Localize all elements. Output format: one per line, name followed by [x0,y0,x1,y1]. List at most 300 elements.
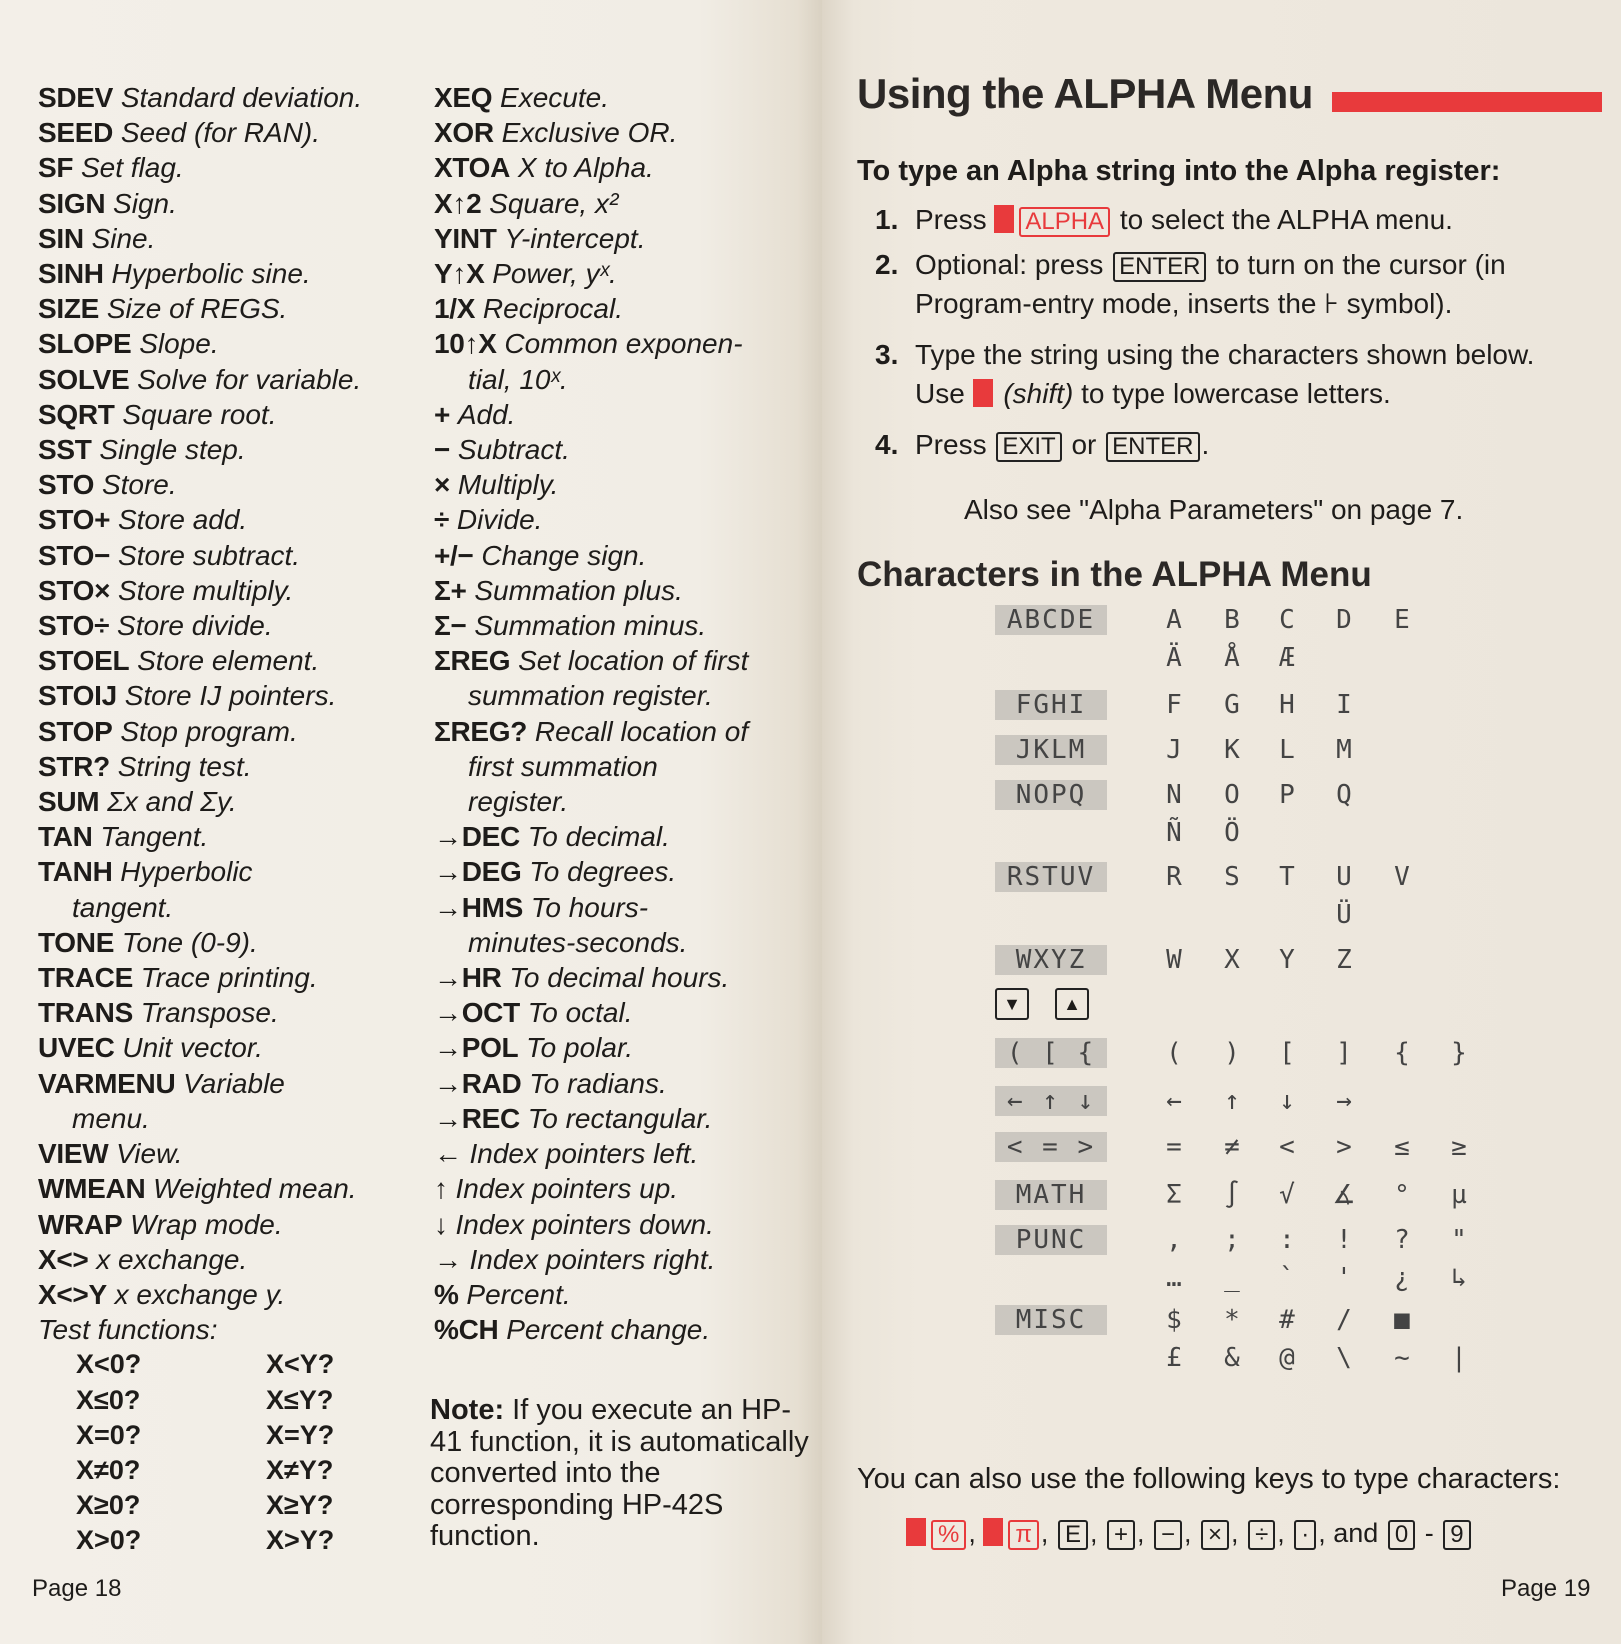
function-keyword: X<>Y [38,1278,107,1310]
function-description: Store IJ pointers. [124,680,337,712]
function-entry [434,291,814,326]
menu-character: @ [1279,1343,1295,1373]
function-entry [434,714,814,820]
function-keyword: ↓ [434,1208,448,1240]
function-description: Slope. [139,328,219,360]
function-keyword: ↑ [434,1173,448,1205]
function-keyword: →OCT [434,997,520,1029]
step-text: Type the string using the characters shown below. [915,339,1535,370]
menu-character: > [1336,1132,1352,1162]
function-entry [38,1030,408,1065]
menu-character: K [1224,735,1240,765]
enter-key: ENTER [1106,432,1199,462]
step-2 [875,245,1506,323]
test-function: X≠0? [76,1454,141,1485]
menu-character: ` [1279,1263,1295,1293]
menu-character: Ñ [1166,818,1182,848]
function-entry [434,115,814,150]
shift-key-icon [973,379,993,407]
function-description: Hyperbolic sine. [111,258,311,290]
function-entry [434,890,814,960]
function-entry [38,326,408,361]
menu-character: [ [1279,1038,1295,1068]
function-keyword: VARMENU [38,1067,176,1099]
menu-character: \ [1336,1343,1352,1373]
function-description: Tone (0-9). [121,926,258,958]
menu-key-label: FGHI [995,690,1107,720]
menu-key-label: ABCDE [995,605,1107,635]
function-keyword: YINT [434,222,497,254]
function-keyword: × [434,469,451,501]
page-title: Using the ALPHA Menu [857,70,1313,117]
exit-key: EXIT [996,432,1061,462]
function-keyword: STO− [38,539,111,571]
note-label: Note: [430,1394,505,1426]
function-description: Sine. [91,222,156,254]
menu-character: U [1336,862,1352,892]
function-description: To decimal. [527,821,670,853]
menu-character: Ä [1166,643,1182,673]
menu-character: $ [1166,1305,1182,1335]
function-description: To rectangular. [527,1102,713,1134]
function-keyword: →REC [434,1102,520,1134]
menu-key-label: ← ↑ ↓ [995,1086,1107,1116]
menu-key-label: < = > [995,1132,1107,1162]
function-keyword: TANH [38,856,113,888]
step-text: Press [915,204,987,235]
function-entry [38,362,408,397]
menu-character: T [1279,862,1295,892]
function-entry [38,1171,408,1206]
function-keyword: STO× [38,574,111,606]
function-description: Summation minus. [474,610,707,642]
function-keyword: SUM [38,786,100,818]
function-entry [38,608,408,643]
menu-character: ~ [1394,1343,1410,1373]
menu-character: L [1279,735,1295,765]
step-number: 2. [875,249,899,280]
function-description: Common exponen- [504,328,743,360]
key-glyph: π [1008,1520,1039,1550]
function-entry [38,854,408,924]
menu-character: = [1166,1132,1182,1162]
function-keyword: TONE [38,926,115,958]
step-text: Press [915,429,987,460]
menu-character: Ü [1336,900,1352,930]
function-entry [434,960,814,995]
function-keyword: SLOPE [38,328,132,360]
function-keyword: →HMS [434,891,524,923]
menu-character: ■ [1394,1305,1410,1335]
test-function: X=0? [76,1419,142,1450]
function-description: Variable [183,1067,285,1099]
function-description: Index pointers up. [455,1173,679,1205]
function-keyword: STR? [38,750,110,782]
step-3 [875,335,1534,413]
function-entry [38,1277,408,1312]
function-description: Add. [457,398,516,430]
menu-character: E [1394,605,1410,635]
keys-range-dash: - [1417,1518,1442,1548]
function-keyword: SQRT [38,398,115,430]
function-description: Wrap mode. [130,1208,283,1240]
menu-character: ≠ [1224,1132,1240,1162]
function-entry [434,432,814,467]
function-entry [434,80,814,115]
function-entry [434,573,814,608]
function-list-column-b [434,80,814,1347]
key-glyph: + [1107,1520,1135,1550]
step-text: Optional: press [915,249,1104,280]
menu-character: J [1166,735,1182,765]
function-description-cont: tial, 10ˣ. [468,363,568,395]
step-text: or [1071,429,1097,460]
menu-character: # [1279,1305,1295,1335]
step-text: to turn on the cursor (in [1216,249,1506,280]
function-entry [38,467,408,502]
function-description: Subtract. [457,434,570,466]
key-glyph: E [1058,1520,1088,1550]
function-keyword: SIGN [38,187,106,219]
menu-character: Σ [1166,1180,1182,1210]
menu-character: ) [1224,1038,1240,1068]
menu-character: , [1166,1225,1182,1255]
menu-character: √ [1279,1180,1295,1210]
function-description: Store add. [118,504,248,536]
function-keyword: 1/X [434,293,476,325]
menu-character: ? [1394,1225,1410,1255]
function-entry [38,573,408,608]
function-entry [434,1030,814,1065]
function-entry [434,502,814,537]
function-description-cont: first summation [468,750,658,782]
function-description: x exchange y. [114,1278,286,1310]
function-keyword: SEED [38,117,114,149]
function-description: x exchange. [96,1243,248,1275]
menu-character: < [1279,1132,1295,1162]
menu-character: R [1166,862,1182,892]
step-1 [875,200,1453,239]
function-list-column-a [38,80,408,1559]
function-entry [434,186,814,221]
function-description: Index pointers down. [455,1208,714,1240]
function-description: Weighted mean. [153,1173,357,1205]
function-description: X to Alpha. [517,152,654,184]
menu-character: & [1224,1343,1240,1373]
function-description-cont: menu. [72,1102,150,1134]
function-entry [38,960,408,995]
function-entry [434,1101,814,1136]
key-0: 0 [1388,1520,1415,1550]
function-entry [434,819,814,854]
function-entry [38,115,408,150]
menu-key-label: NOPQ [995,780,1107,810]
test-function: X≥0? [76,1490,141,1521]
function-description: Standard deviation. [120,82,363,113]
menu-character: O [1224,780,1240,810]
function-description: Store element. [137,645,320,677]
menu-character: Ö [1224,818,1240,848]
function-description: Square, x² [489,187,619,219]
function-entry [434,643,814,713]
function-description: Transpose. [140,997,279,1029]
function-keyword: SIN [38,222,84,254]
function-entry [38,538,408,573]
function-keyword: + [434,398,451,430]
menu-character: ↑ [1224,1086,1240,1116]
function-entry [434,1066,814,1101]
function-description: Summation plus. [474,574,683,606]
shift-key-icon [906,1518,926,1546]
function-description: To degrees. [529,856,677,888]
function-entry [434,1207,814,1242]
function-description: Sign. [113,187,177,219]
function-keyword: →DEC [434,821,520,853]
key-glyph: × [1201,1520,1229,1550]
menu-character: ] [1336,1038,1352,1068]
menu-character: N [1166,780,1182,810]
function-description: To radians. [529,1067,667,1099]
function-keyword: +/− [434,539,474,571]
function-keyword: →DEG [434,856,522,888]
function-description: Reciprocal. [482,293,623,325]
function-keyword: STO+ [38,504,111,536]
function-keyword: XOR [434,117,494,149]
test-function: X≤Y? [266,1384,334,1415]
function-entry [38,186,408,221]
step-text: Use [915,378,965,409]
function-entry [38,256,408,291]
function-entry [434,467,814,502]
menu-character: ≤ [1394,1132,1410,1162]
function-description: Divide. [456,504,543,536]
function-keyword: ← [434,1138,462,1170]
key-glyph: · [1294,1520,1316,1550]
function-entry [38,1066,408,1136]
menu-character: ¿ [1394,1263,1410,1293]
function-entry [434,397,814,432]
function-keyword: ΣREG [434,645,511,677]
function-description: Store. [101,469,177,501]
menu-character: | [1451,1343,1467,1373]
function-keyword: SIZE [38,293,100,325]
test-function: X≤0? [76,1384,141,1415]
menu-character: ↳ [1451,1263,1467,1293]
function-description: Store divide. [117,610,273,642]
function-keyword: Y↑X [434,258,485,290]
menu-character: ↓ [1279,1086,1295,1116]
function-keyword: ÷ [434,504,450,536]
function-description-cont: minutes-seconds. [468,926,688,958]
test-function: X>Y? [266,1525,335,1556]
menu-character: ; [1224,1225,1240,1255]
function-keyword: STOP [38,715,113,747]
function-keyword: 10↑X [434,328,497,360]
function-keyword: SINH [38,258,104,290]
function-description: Seed (for RAN). [120,117,321,149]
function-entry [38,784,408,819]
function-description-cont: tangent. [72,891,174,923]
function-entry [434,538,814,573]
function-description: Set location of first [518,645,749,677]
function-description: Stop program. [120,715,298,747]
function-description: Σx and Σy. [107,786,237,818]
note-text: If you execute an HP-41 function, it is automatically converted into the corresponding HP-42S function. [430,1394,809,1552]
function-description: Single step. [99,434,246,466]
function-keyword: UVEC [38,1032,115,1064]
down-arrow-key: ▼ [995,988,1029,1020]
function-keyword: SF [38,152,74,184]
function-entry [434,150,814,185]
function-entry [38,643,408,678]
function-description: Store subtract. [118,539,301,571]
menu-character: : [1279,1225,1295,1255]
menu-character: ← [1166,1086,1182,1116]
function-keyword: TAN [38,821,93,853]
function-entry [38,925,408,960]
function-description: Solve for variable. [137,363,362,395]
function-entry [434,1136,814,1171]
title-row [857,70,1601,130]
function-keyword: % [434,1278,459,1310]
function-entry [434,608,814,643]
function-keyword: Σ+ [434,574,467,606]
function-keyword: Σ− [434,610,467,642]
menu-character: £ [1166,1343,1182,1373]
menu-character: A [1166,605,1182,635]
function-entry [38,1136,408,1171]
function-keyword: TRACE [38,962,133,994]
function-description: Change sign. [481,539,647,571]
function-description: Power, yˣ. [492,258,617,290]
function-description: Trace printing. [140,962,318,994]
extra-keys-row: % , π , E , + , − , × , ÷ , · , and 0 - 9 [906,1518,1473,1550]
function-entry [434,326,814,396]
step-text: (shift) [1003,378,1074,409]
function-description: Multiply. [457,469,559,501]
shift-key-icon [983,1518,1003,1546]
menu-character: " [1451,1225,1467,1255]
function-description: Y-intercept. [504,222,646,254]
function-entry [434,995,814,1030]
function-description: Hyperbolic [120,856,253,888]
function-entry [38,1207,408,1242]
function-description-cont: register. [468,786,569,818]
function-entry [38,80,408,115]
menu-character: … [1166,1263,1182,1293]
function-entry [38,502,408,537]
step-text: . [1201,429,1210,460]
test-function: X<Y? [266,1349,335,1380]
function-entry [38,150,408,185]
function-description: Index pointers right. [469,1243,716,1275]
menu-character: ∫ [1224,1180,1240,1210]
extra-keys-text: You can also use the following keys to type characters: [857,1463,1561,1495]
function-description: Exclusive OR. [501,117,678,149]
menu-character: Q [1336,780,1352,810]
menu-character: Z [1336,945,1352,975]
function-entry [434,1277,814,1312]
menu-key-label: WXYZ [995,945,1107,975]
test-function: X>0? [76,1525,142,1556]
function-keyword: SDEV [38,82,114,113]
menu-character: X [1224,945,1240,975]
function-keyword: ΣREG? [434,715,528,747]
keys-and-text: and [1333,1518,1379,1548]
function-description: Square root. [122,398,277,430]
function-keyword: X↑2 [434,187,482,219]
test-function: X≠Y? [266,1454,334,1485]
menu-character: Y [1279,945,1295,975]
function-keyword: WMEAN [38,1173,146,1205]
step-4 [875,425,1209,464]
menu-character: → [1336,1086,1352,1116]
function-entry [38,397,408,432]
function-description: To decimal hours. [509,962,730,994]
key-9: 9 [1443,1520,1470,1550]
function-keyword: SOLVE [38,363,130,395]
menu-character: I [1336,690,1352,720]
menu-character: F [1166,690,1182,720]
function-keyword: XTOA [434,152,511,184]
step-text: to select the ALPHA menu. [1119,204,1453,235]
menu-key-label: ( [ { [995,1038,1107,1068]
menu-character: W [1166,945,1182,975]
up-arrow-key: ▲ [1055,988,1089,1020]
function-keyword: →RAD [434,1067,522,1099]
step-text: Program-entry mode, inserts the ⊦ symbol). [915,288,1453,319]
function-entry [38,995,408,1030]
menu-key-label: JKLM [995,735,1107,765]
key-glyph: % [931,1520,966,1550]
test-function: X≥Y? [266,1490,334,1521]
step-number: 3. [875,339,899,370]
function-entry [434,1242,814,1277]
function-entry [38,432,408,467]
menu-character: H [1279,690,1295,720]
menu-character: M [1336,735,1352,765]
menu-character: / [1336,1305,1352,1335]
function-description: To octal. [527,997,633,1029]
test-function: X<0? [76,1349,142,1380]
function-keyword: →HR [434,962,502,994]
menu-key-label: MATH [995,1180,1107,1210]
function-description: Size of REGS. [106,293,288,325]
function-keyword: → [434,1243,462,1275]
function-keyword: VIEW [38,1138,109,1170]
test-functions-grid [38,1347,408,1558]
menu-character: ! [1336,1225,1352,1255]
function-entry [434,1312,814,1347]
menu-character: ' [1336,1263,1352,1293]
key-glyph: − [1154,1520,1182,1550]
note-block [430,1395,810,1553]
function-description: View. [116,1138,183,1170]
test-function: X=Y? [266,1419,335,1450]
function-keyword: STO [38,469,95,501]
function-entry [434,221,814,256]
function-description-cont: summation register. [468,680,713,712]
menu-key-label: RSTUV [995,862,1107,892]
function-keyword: SST [38,434,92,466]
page-number-left: Page 18 [32,1575,122,1602]
function-description: Percent. [466,1278,571,1310]
menu-character: V [1394,862,1410,892]
menu-character: ∡ [1332,1180,1356,1210]
characters-heading: Characters in the ALPHA Menu [857,555,1372,594]
menu-character: } [1451,1038,1467,1068]
function-description: Tangent. [100,821,209,853]
